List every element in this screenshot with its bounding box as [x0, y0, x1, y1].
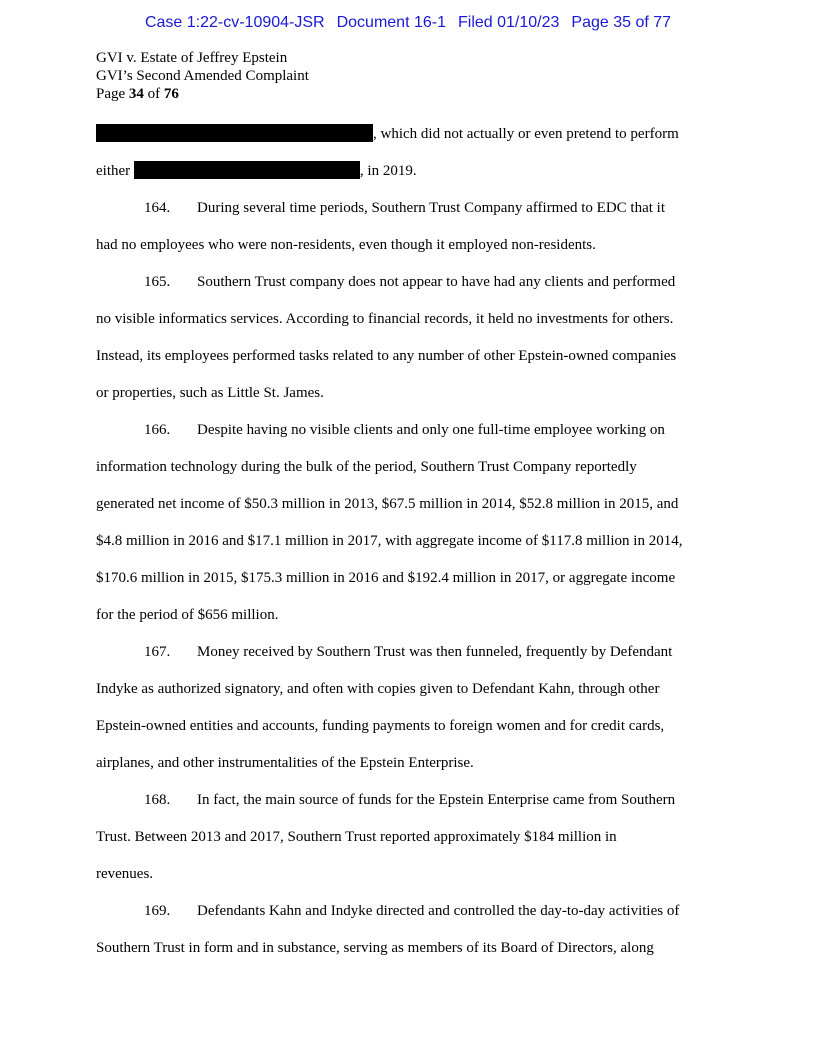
paragraph-text: revenues.: [96, 866, 154, 882]
paragraph-line: [96, 486, 716, 523]
ecf-page-number: Page 35 of 77: [571, 14, 672, 31]
paragraph-line: [96, 671, 716, 708]
paragraph-text: $170.6 million in 2015, $175.3 million in 2016 and $192.4 million in 2017, or aggregate income: [96, 570, 676, 586]
paragraph-text: generated net income of $50.3 million in 2013, $67.5 million in 2014, $52.8 million in 2015, and: [96, 496, 679, 512]
paragraph-text: Money received by Southern Trust was then funneled, frequently by Defendant: [197, 644, 673, 660]
paragraph-text: no visible informatics services. According to financial records, it held no investments for others.: [96, 311, 674, 327]
paragraph-line: [96, 819, 716, 856]
paragraph-text: In fact, the main source of funds for the Epstein Enterprise came from Southern: [197, 792, 676, 808]
paragraph-text: Despite having no visible clients and only one full-time employee working on: [197, 422, 665, 438]
caption-title: GVI v. Estate of Jeffrey Epstein: [96, 50, 288, 66]
paragraph-text: Southern Trust company does not appear to have had any clients and performed: [197, 274, 676, 290]
paragraph-text: had no employees who were non-residents, even though it employed non-residents.: [96, 237, 596, 253]
paragraph: [96, 264, 716, 412]
paragraph: [96, 412, 716, 634]
paragraph-line: [96, 634, 716, 671]
numbered-paragraphs: [96, 190, 716, 967]
paragraph-line: [96, 338, 716, 375]
paragraph-line: [96, 856, 716, 893]
paragraph-text: Southern Trust in form and in substance, serving as members of its Board of Directors, along: [96, 940, 654, 956]
document-number: Document 16-1: [336, 14, 446, 31]
paragraph-text: Indyke as authorized signatory, and often with copies given to Defendant Kahn, through other: [96, 681, 660, 697]
page-of: of: [143, 86, 164, 102]
paragraph-line: [96, 264, 716, 301]
paragraph-line: [96, 893, 716, 930]
paragraph-line: [96, 301, 716, 338]
paragraph: [96, 893, 716, 967]
paragraph-line: [96, 523, 716, 560]
document-caption: [96, 49, 309, 103]
paragraph-text: Instead, its employees performed tasks related to any number of other Epstein-owned companies: [96, 348, 677, 364]
filed-date: Filed 01/10/23: [457, 14, 560, 31]
paragraph-text: for the period of $656 million.: [96, 607, 279, 623]
paragraph: [96, 190, 716, 264]
paragraph-line: [96, 412, 716, 449]
paragraph-line: [96, 782, 716, 819]
paragraph-line: [96, 227, 716, 264]
paragraph-line: [96, 375, 716, 412]
page-total: 76: [163, 86, 179, 102]
continuation-start: either: [96, 163, 134, 179]
paragraph-text: $4.8 million in 2016 and $17.1 million in 2017, with aggregate income of $117.8 million in 2014,: [96, 533, 683, 549]
paragraph-text: During several time periods, Southern Trust Company affirmed to EDC that it: [197, 200, 666, 216]
paragraph-text: information technology during the bulk of the period, Southern Trust Company reportedly: [96, 459, 637, 475]
caption-subtitle: GVI’s Second Amended Complaint: [96, 68, 309, 84]
page-number: 34: [128, 86, 144, 102]
paragraph-text: or properties, such as Little St. James.: [96, 385, 324, 401]
paragraph: [96, 782, 716, 893]
paragraph-number: 168.: [144, 792, 171, 808]
paragraph-line: [96, 560, 716, 597]
paragraph-line: [96, 930, 716, 967]
paragraph-text: Epstein-owned entities and accounts, funding payments to foreign women and for credit cards,: [96, 718, 665, 734]
redaction-bar: [96, 124, 373, 142]
caption-page: [96, 85, 309, 103]
paragraph-number: 165.: [144, 274, 171, 290]
paragraph-number: 169.: [144, 903, 171, 919]
paragraph: [96, 634, 716, 782]
paragraph-line: [96, 190, 716, 227]
continuation-line-2: [96, 153, 716, 190]
paragraph-line: [96, 745, 716, 782]
paragraph-line: [96, 597, 716, 634]
page-prefix: Page: [96, 86, 129, 102]
paragraph-number: 167.: [144, 644, 171, 660]
paragraph-number: 164.: [144, 200, 171, 216]
document-body: [96, 116, 716, 967]
paragraph-line: [96, 449, 716, 486]
continuation-text: , which did not actually or even pretend to perform: [373, 126, 679, 142]
case-number: Case 1:22-cv-10904-JSR: [144, 14, 325, 31]
paragraph-line: [96, 708, 716, 745]
paragraph-text: Defendants Kahn and Indyke directed and controlled the day-to-day activities of: [197, 903, 680, 919]
continuation-line-1: [96, 116, 716, 153]
ecf-filing-header: [0, 14, 816, 32]
paragraph-number: 166.: [144, 422, 171, 438]
paragraph-text: airplanes, and other instrumentalities of the Epstein Enterprise.: [96, 755, 474, 771]
continuation-end: , in 2019.: [359, 163, 417, 179]
paragraph-text: Trust. Between 2013 and 2017, Southern Trust reported approximately $184 million in: [96, 829, 617, 845]
redaction-bar: [134, 161, 360, 179]
